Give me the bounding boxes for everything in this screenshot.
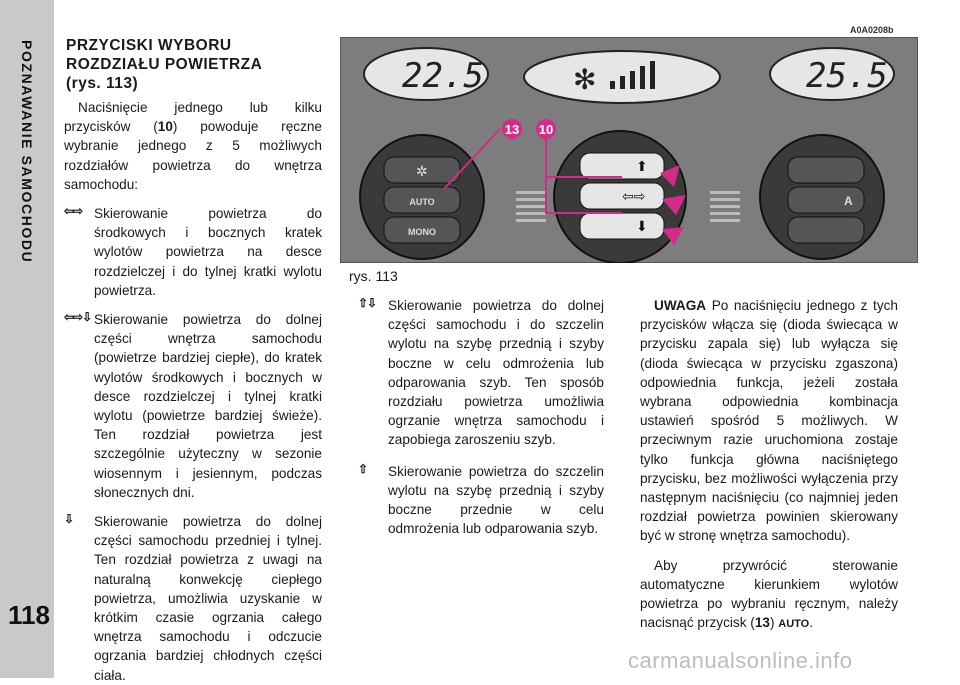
heated-window-button [788, 217, 864, 243]
fan-icon: ✻ [573, 64, 597, 95]
climate-panel-figure [340, 37, 918, 263]
svg-text:⇦⇨: ⇦⇨ [622, 188, 646, 204]
defrost-button [580, 153, 664, 179]
svg-text:MONO: MONO [408, 227, 436, 237]
item-defrost: ⇧ Skierowanie powietrza do szczelin wylotu na szybę przednią i szyby boczne przednie w celu odmrożenia lub odparowania szyb. [358, 461, 604, 537]
heading-line-2: ROZDZIAŁU POWIETRZA [66, 56, 263, 73]
page-number: 118 [8, 600, 50, 630]
section-title: POZNAWANIE SAMOCHODU [19, 40, 35, 264]
svg-text:10: 10 [538, 122, 554, 137]
section-heading [66, 36, 326, 93]
left-temp-text: 22.5 [402, 56, 484, 96]
item-floor-and-vents: ⇦⇨⇩ Skierowanie powietrza do dolnej części wnętrza samochodu (powietrze bardziej ciepłe), do kratek wylotów środkowych i bocznych w desce rozdzielczej i tylnej kratki wylotu (powietrze bardziej świeże). Ten rozdział powietrza jest szczególnie użyteczny w sezonie wiosennym i jesiennym, podczas słonecznych dni. [64, 310, 322, 500]
figure-code: A0A0208b [850, 25, 894, 35]
heading-line-1: PRZYCISKI WYBORU [66, 37, 232, 54]
item-floor: ⇩ Skierowanie powietrza do dolnej części samochodu przedniej i tylnej. Ten rozdział powietrza z uwagi na naturalną konwekcję ciepłego powietrza, umożliwia uzyskanie w krótkim czasie ogrzania całego wnętrza samochodu i odczucie ogrzania bardziej chłodnych części ciała. [64, 512, 322, 683]
arrows-left-right-icon: ⇦⇨ [64, 204, 83, 219]
item-floor-defrost: ⇧⇩ Skierowanie powietrza do dolnej części samochodu i do szczelin wylotu na szybę przednią i szyby boczne w celu odmrożenia lub odparowania szyb. Ten sposób rozdziału powietrza umożliwia ogrzanie wnętrza samochodu i zapobiega zaroszeniu szyb. [358, 296, 604, 448]
figure-caption: rys. 113 [349, 268, 398, 284]
svg-text:A: A [844, 194, 853, 208]
arrows-up-down-icon: ⇧⇩ [358, 296, 377, 310]
note-label: UWAGA [654, 298, 707, 313]
heading-ref: (rys. 113) [66, 75, 139, 92]
svg-text:⬆: ⬆ [636, 158, 648, 174]
sidebar [0, 0, 54, 678]
item-center-side: ⇦⇨ Skierowanie powietrza do środkowych i bocznych kratek wylotów powietrza na desce rozdzielczej i do tylnej kratki wylotu powietrza. [64, 204, 322, 298]
watermark: carmanualsonline.info [628, 648, 853, 673]
svg-text:AUTO: AUTO [409, 197, 435, 207]
arrow-up-icon: ⇧ [358, 461, 368, 476]
floor-button [580, 213, 664, 239]
right-column [640, 296, 898, 634]
arrows-left-right-down-icon: ⇦⇨⇩ [64, 310, 92, 325]
left-column [64, 98, 322, 685]
right-temp-text: 25.5 [806, 56, 888, 96]
auto-paragraph: Aby przywrócić sterowanie automatyczne kierunkiem wylotów powietrza po wybraniu ręcznym, należy nacisnąć przycisk (13) AUTO. [640, 557, 898, 631]
rear-defrost-button [788, 157, 864, 183]
arrow-down-icon: ⇩ [64, 512, 74, 527]
note-paragraph: UWAGA Po naciśnięciu jednego z tych przycisków włącza się (dioda świecąca w przycisku zapala się) lub wyłącza się (dioda świecąca w przycisku zgaszona) odpowiednia funkcja, jeżeli została wybrana odpowiednia kombinacja ustawień spośród 5 możliwych. W przeciwnym razie uruchomiona zostaje tylko funkcja główna naciśniętego przycisku, bez możliwości wyłączenia przy następnym naciśnięciu (co najmniej jeden rozdział powietrza powinien skierowany być w stronę wnętrza samochodu). [640, 298, 898, 544]
middle-column [358, 296, 604, 538]
svg-text:13: 13 [504, 122, 520, 137]
intro-paragraph: Naciśnięcie jednego lub kilku przycisków (10) powoduje ręczne wybranie jednego z 5 możliwych rozdziałów powietrza do wnętrza samochodu: [64, 100, 322, 192]
svg-text:⬇: ⬇ [636, 218, 648, 234]
svg-text:✲: ✲ [416, 163, 428, 179]
